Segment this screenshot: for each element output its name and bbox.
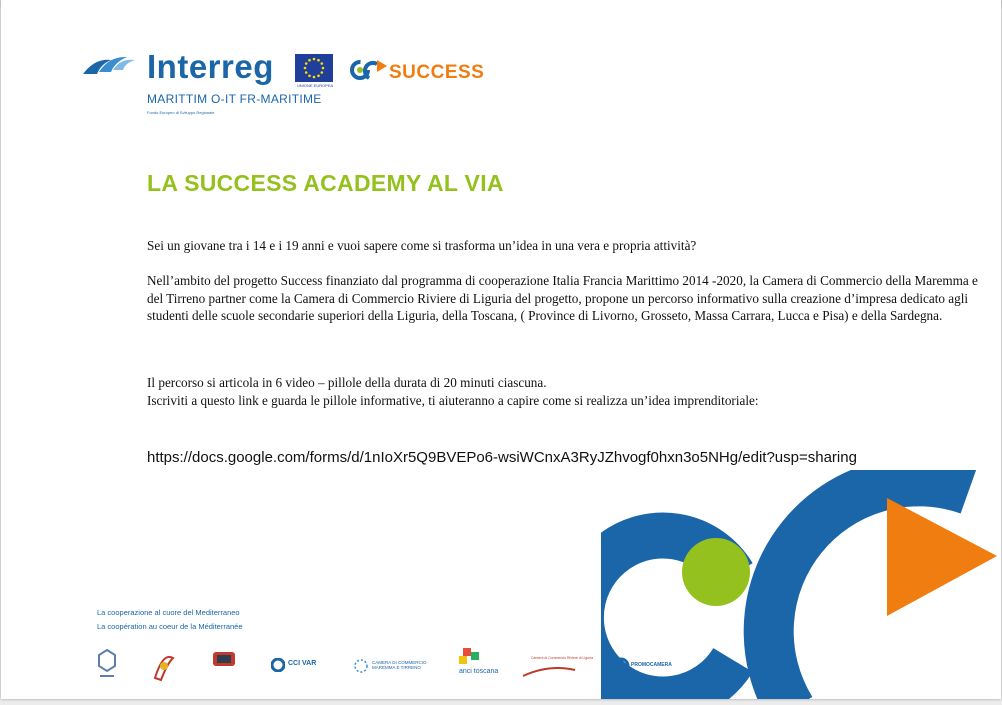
cci-shield-icon xyxy=(97,648,117,682)
riviere-swoosh-icon xyxy=(521,660,577,682)
cci-var-label: CCI VAR xyxy=(288,660,317,667)
partner-logo-maremma xyxy=(353,648,433,688)
eu-caption: UNIONE EUROPEA xyxy=(297,83,334,88)
crest-icon xyxy=(211,648,237,672)
cci-var-icon xyxy=(271,658,285,672)
maremma-label: CAMERA DI COMMERCIO MAREMMA E TIRRENO xyxy=(372,660,427,670)
partner-logo-region xyxy=(149,648,177,688)
success-mark-icon xyxy=(349,56,389,86)
anci-blocks-icon xyxy=(457,648,485,668)
success-logo xyxy=(349,56,489,90)
interreg-logo xyxy=(81,48,341,122)
interreg-bird-icon xyxy=(81,54,137,78)
partner-logo-riviere xyxy=(521,648,594,688)
anci-label: anci toscana xyxy=(459,668,499,675)
course-paragraph xyxy=(147,374,979,409)
document-page xyxy=(1,0,1001,699)
signup-instructions-line: Iscriviti a questo link e guarda le pillole informative, ti aiuteranno a capire come si realizza un’idea imprenditoriale: xyxy=(147,392,759,408)
riviere-label: Camera di Commercio Riviere di Liguria xyxy=(531,656,594,660)
signup-link[interactable]: https://docs.google.com/forms/d/1nIoXr5Q9BVEPo6-wsiWCnxA3RyJZhvogf0hxn3o5NHg/edit?usp=sharing xyxy=(147,449,857,466)
motto-french: La coopération au coeur de la Méditerranée xyxy=(97,622,243,631)
course-info-line: Il percorso si articola in 6 video – pillole della durata di 20 minuti ciascuna. xyxy=(147,375,547,390)
partner-logo-cci xyxy=(97,648,117,688)
program-name: MARITTIM O-IT FR-MARITIME xyxy=(147,92,322,106)
page-title: LA SUCCESS ACADEMY AL VIA xyxy=(147,170,504,196)
promocamera-icon xyxy=(611,656,631,676)
region-emblem-icon xyxy=(149,648,177,684)
interreg-wordmark: Interreg xyxy=(147,48,274,85)
description-paragraph: Nell’ambito del progetto Success finanziato dal programma di cooperazione Italia Francia Marittimo 2014 -2020, la Camera di Commercio della Maremma e del Tirreno partner come la Camera di Commercio Riviere di Liguria del progetto, propone un percorso informativo sulla creazione d’impresa dedicato agli studenti delle scuole secondarie superiori della Liguria, della Toscana, ( Province di Livorno, Grosseto, Massa Carrara, Lucca e Pisa) e della Sardegna. xyxy=(147,273,978,323)
partner-logo-cci-var xyxy=(271,648,321,688)
success-wordmark: SUCCESS xyxy=(389,62,485,83)
fund-name: Fondo Europeo di Sviluppo Regionale xyxy=(147,110,215,115)
partner-logo-crest xyxy=(211,648,237,688)
partner-logo-anci xyxy=(457,648,499,688)
maremma-star-icon xyxy=(353,658,369,674)
promocamera-label: PROMOCAMERA xyxy=(631,662,672,668)
eu-flag-icon xyxy=(295,54,333,82)
partner-logo-promocamera xyxy=(611,648,681,688)
motto-italian: La cooperazione al cuore del Mediterraneo xyxy=(97,608,240,617)
intro-paragraph: Sei un giovane tra i 14 e i 19 anni e vuoi sapere come si trasforma un’idea in una vera e propria attività? xyxy=(147,238,697,253)
